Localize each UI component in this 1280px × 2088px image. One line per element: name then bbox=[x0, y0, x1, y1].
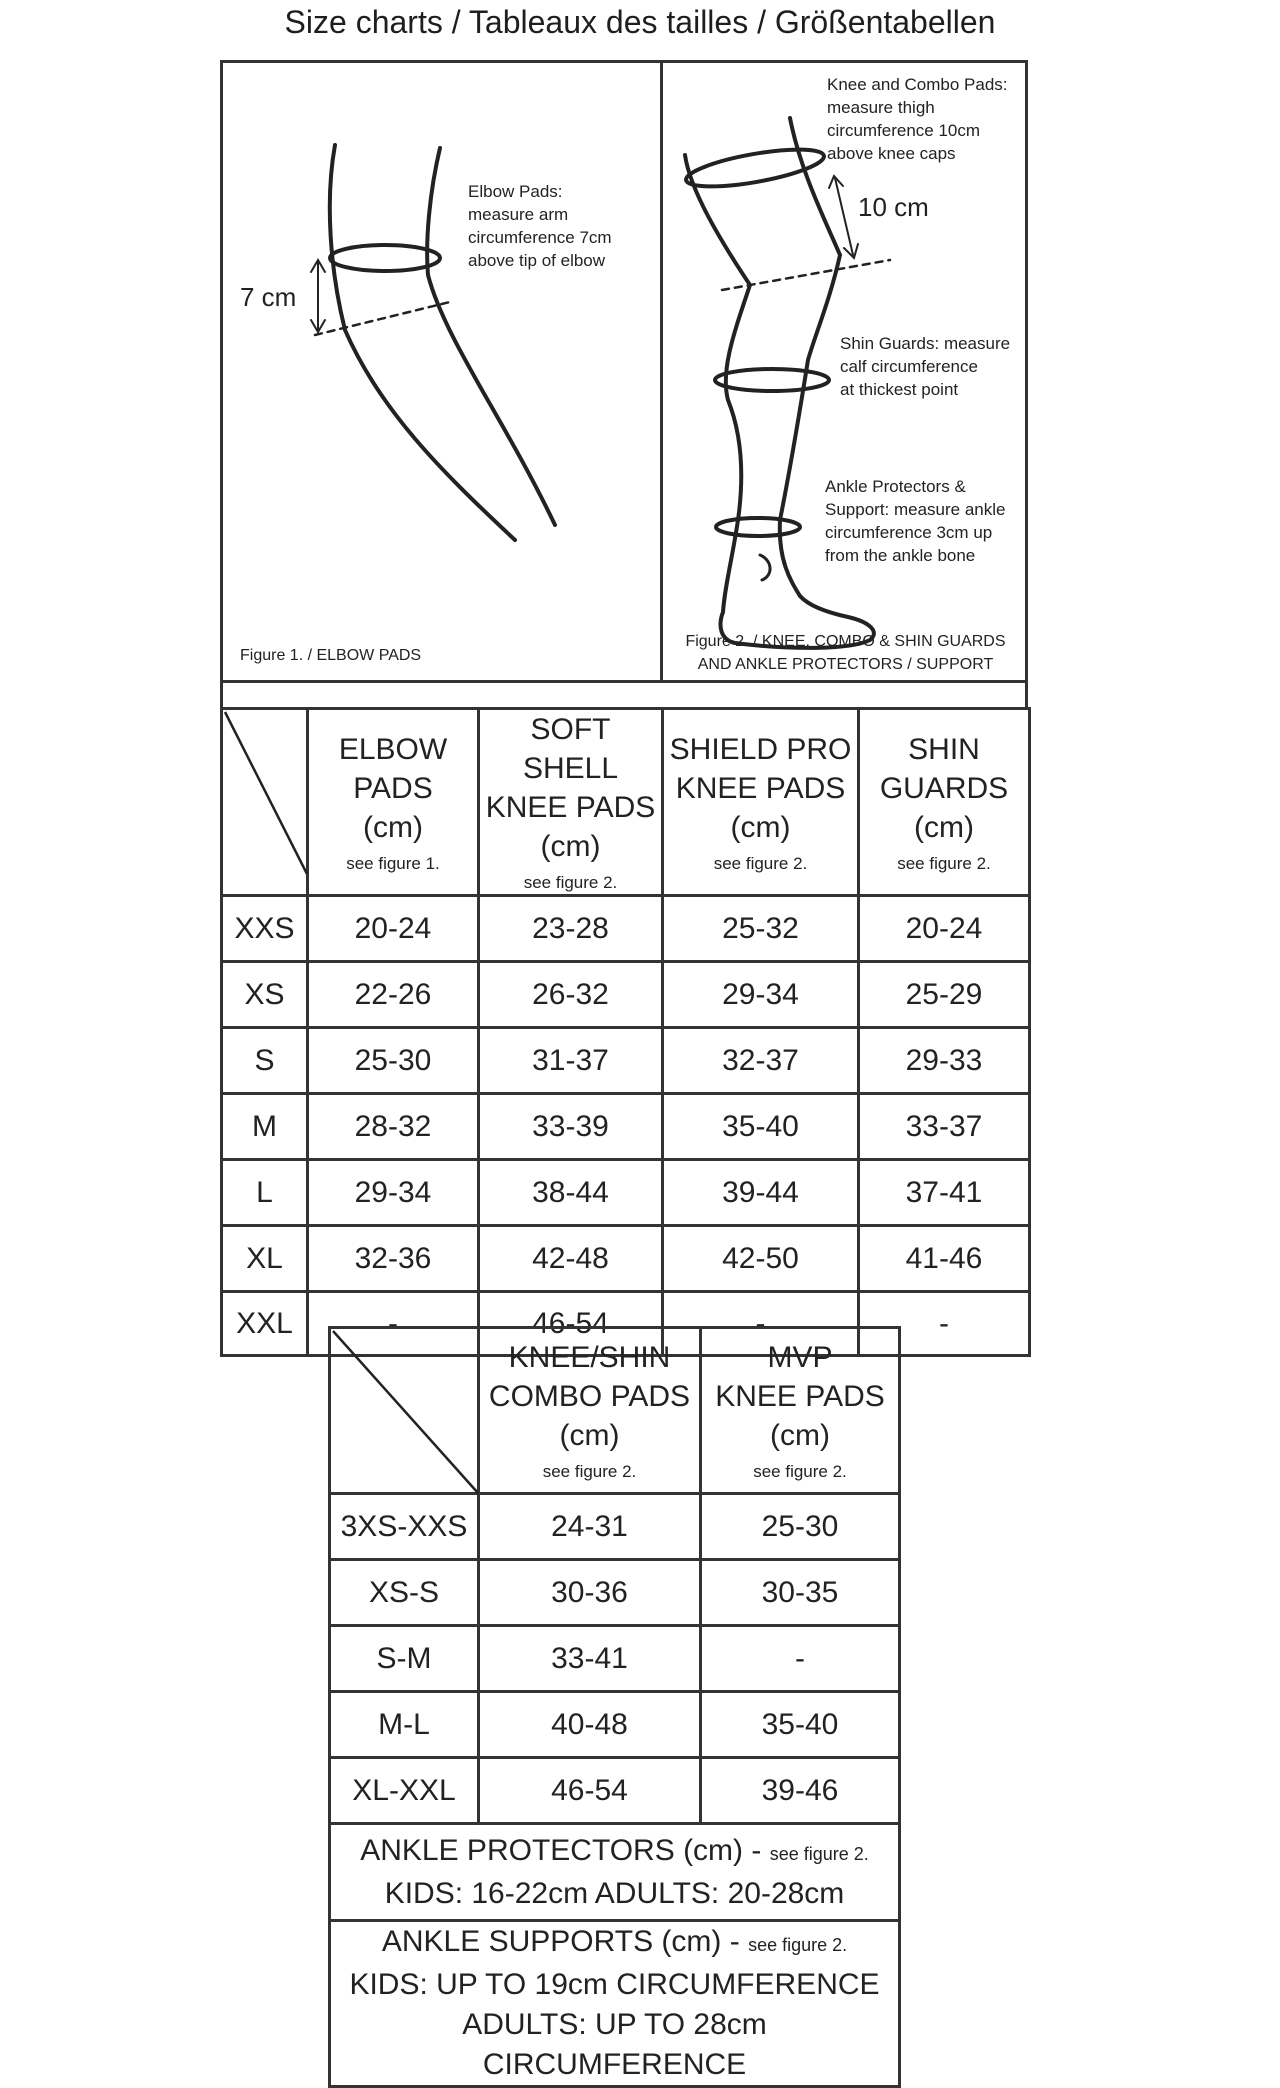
calf-measure-ring bbox=[715, 369, 829, 391]
table-row bbox=[330, 1560, 900, 1626]
knee-measure-line bbox=[722, 260, 890, 290]
size-label: XL-XXL bbox=[330, 1758, 479, 1824]
table-header-row bbox=[330, 1328, 900, 1494]
table-header-row bbox=[222, 709, 1030, 896]
header-mvp-knee-pads: MVP KNEE PADS (cm) see figure 2. bbox=[701, 1328, 900, 1494]
table-cell: 42-50 bbox=[663, 1226, 859, 1292]
ankle-supports-row bbox=[330, 1921, 900, 2087]
header-soft-shell-knee-pads: SOFT SHELL KNEE PADS (cm) see figure 2. bbox=[479, 709, 663, 896]
table-cell: 40-48 bbox=[479, 1692, 701, 1758]
table-cell: 41-46 bbox=[859, 1226, 1030, 1292]
table-cell: - bbox=[859, 1292, 1030, 1356]
table-cell: - bbox=[308, 1292, 479, 1356]
table-cell: 35-40 bbox=[701, 1692, 900, 1758]
table-cell: - bbox=[701, 1626, 900, 1692]
ankle-measure-ring bbox=[716, 518, 800, 536]
table-row bbox=[330, 1626, 900, 1692]
table-cell: 33-37 bbox=[859, 1094, 1030, 1160]
knee-annotation: Knee and Combo Pads: measure thigh circumference 10cm above knee caps bbox=[827, 75, 1008, 163]
table-cell: 35-40 bbox=[663, 1094, 859, 1160]
table-cell: 33-41 bbox=[479, 1626, 701, 1692]
elbow-annotation: Elbow Pads: measure arm circumference 7cm above tip of elbow bbox=[468, 182, 612, 270]
table-row bbox=[222, 962, 1030, 1028]
table-cell: 30-36 bbox=[479, 1560, 701, 1626]
shin-annotation: Shin Guards: measure calf circumference at thickest point bbox=[840, 334, 1011, 399]
table-cell: 38-44 bbox=[479, 1160, 663, 1226]
elbow-measure-line bbox=[315, 302, 450, 335]
size-table-combo bbox=[328, 1326, 901, 2088]
header-knee-shin-combo-pads: KNEE/SHIN COMBO PADS (cm) see figure 2. bbox=[479, 1328, 701, 1494]
table-cell: 29-34 bbox=[663, 962, 859, 1028]
size-label: M bbox=[222, 1094, 308, 1160]
table-cell: 25-32 bbox=[663, 896, 859, 962]
ankle-protectors-cell: ANKLE PROTECTORS (cm) - see figure 2. KIDS: 16-22cm ADULTS: 20-28cm bbox=[330, 1824, 900, 1921]
knee-measure-ring bbox=[684, 142, 827, 194]
table-cell: 37-41 bbox=[859, 1160, 1030, 1226]
figure2-caption: Figure 2. / KNEE, COMBO & SHIN GUARDS AND ANKLE PROTECTORS / SUPPORT bbox=[685, 633, 1006, 673]
table-cell: 28-32 bbox=[308, 1094, 479, 1160]
size-label: XL bbox=[222, 1226, 308, 1292]
table-cell: 46-54 bbox=[479, 1758, 701, 1824]
size-label: 3XS-XXS bbox=[330, 1494, 479, 1560]
table-cell: 33-39 bbox=[479, 1094, 663, 1160]
ankle-bone-mark bbox=[760, 555, 770, 580]
table-cell: 30-35 bbox=[701, 1560, 900, 1626]
size-label: XS bbox=[222, 962, 308, 1028]
size-table-main bbox=[220, 707, 1031, 1357]
table-row bbox=[330, 1692, 900, 1758]
table-row bbox=[222, 1094, 1030, 1160]
table-row bbox=[222, 1226, 1030, 1292]
size-label: S-M bbox=[330, 1626, 479, 1692]
page-title: Size charts / Tableaux des tailles / Größentabellen bbox=[284, 4, 996, 40]
corner-cell bbox=[222, 709, 308, 896]
table-cell: 25-30 bbox=[308, 1028, 479, 1094]
table-cell: 24-31 bbox=[479, 1494, 701, 1560]
table-cell: 25-29 bbox=[859, 962, 1030, 1028]
table-cell: 29-33 bbox=[859, 1028, 1030, 1094]
table-row bbox=[222, 1160, 1030, 1226]
table-cell: 20-24 bbox=[859, 896, 1030, 962]
table-cell: 26-32 bbox=[479, 962, 663, 1028]
table-cell: 32-36 bbox=[308, 1226, 479, 1292]
header-shield-pro-knee-pads: SHIELD PRO KNEE PADS (cm) see figure 2. bbox=[663, 709, 859, 896]
corner-cell bbox=[330, 1328, 479, 1494]
figure1-caption: Figure 1. / ELBOW PADS bbox=[240, 647, 422, 664]
table-cell: 31-37 bbox=[479, 1028, 663, 1094]
size-label: XXS bbox=[222, 896, 308, 962]
table-cell: 20-24 bbox=[308, 896, 479, 962]
ankle-supports-cell: ANKLE SUPPORTS (cm) - see figure 2. KIDS: UP TO 19cm CIRCUMFERENCE ADULTS: UP TO 28cm CIRCUMFERENCE bbox=[330, 1921, 900, 2087]
size-label: XXL bbox=[222, 1292, 308, 1356]
table-cell: - bbox=[663, 1292, 859, 1356]
elbow-measure-label: 7 cm bbox=[240, 282, 297, 312]
table-row bbox=[222, 896, 1030, 962]
ankle-annotation: Ankle Protectors & Support: measure ankle circumference 3cm up from the ankle bone bbox=[825, 477, 1006, 565]
header-elbow-pads: ELBOW PADS (cm) see figure 1. bbox=[308, 709, 479, 896]
knee-measure-label: 10 cm bbox=[858, 192, 929, 222]
table-cell: 22-26 bbox=[308, 962, 479, 1028]
table-cell: 29-34 bbox=[308, 1160, 479, 1226]
size-label: XS-S bbox=[330, 1560, 479, 1626]
table-cell: 46-54 bbox=[479, 1292, 663, 1356]
knee-measure-arrow bbox=[835, 178, 853, 255]
table-row bbox=[222, 1028, 1030, 1094]
size-label: S bbox=[222, 1028, 308, 1094]
table-cell: 42-48 bbox=[479, 1226, 663, 1292]
table-cell: 39-44 bbox=[663, 1160, 859, 1226]
size-label: L bbox=[222, 1160, 308, 1226]
figure-drawings bbox=[0, 0, 1280, 720]
table-cell: 32-37 bbox=[663, 1028, 859, 1094]
table-row bbox=[330, 1758, 900, 1824]
elbow-measure-ring bbox=[330, 245, 440, 271]
table-cell: 23-28 bbox=[479, 896, 663, 962]
size-label: M-L bbox=[330, 1692, 479, 1758]
table-cell: 39-46 bbox=[701, 1758, 900, 1824]
table-cell: 25-30 bbox=[701, 1494, 900, 1560]
header-shin-guards: SHIN GUARDS (cm) see figure 2. bbox=[859, 709, 1030, 896]
table-row bbox=[330, 1494, 900, 1560]
ankle-protectors-row bbox=[330, 1824, 900, 1921]
